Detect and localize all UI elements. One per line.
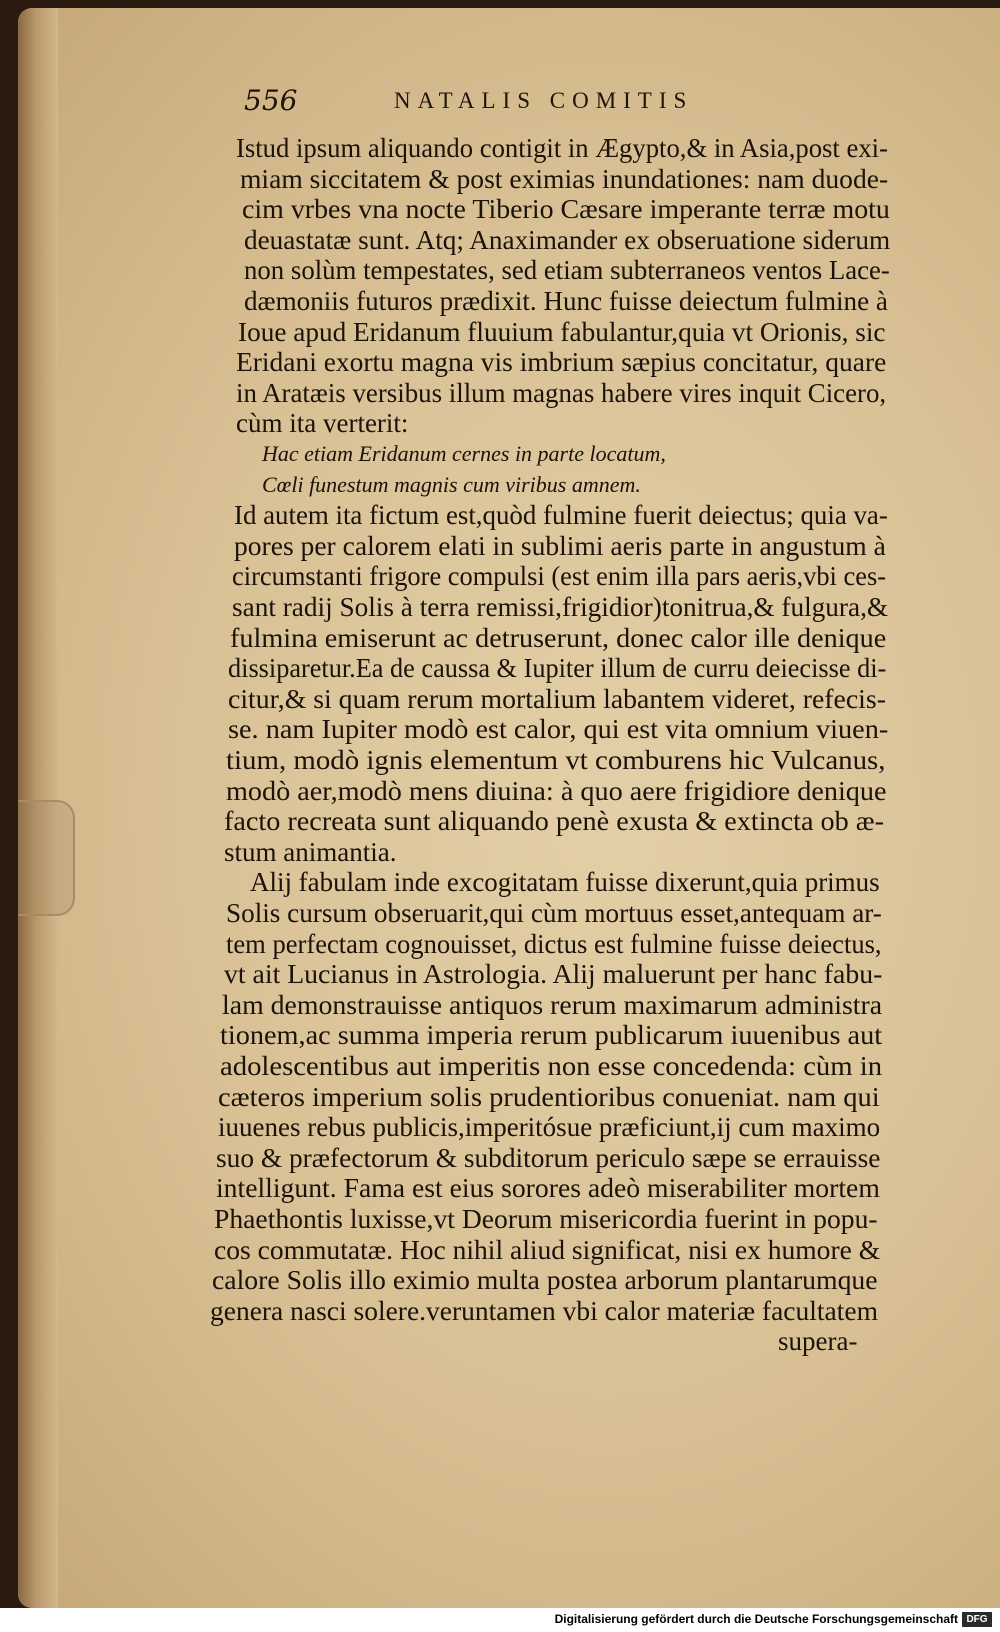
text-line: fulmina emiserunt ac detruserunt, donec calor ille denique (230, 623, 887, 653)
text-line: cos commutatæ. Hoc nihil aliud significat, nisi ex humore & (214, 1235, 881, 1265)
text-line: vt ait Lucianus in Astrologia. Alij maluerunt per hanc fabu- (224, 959, 883, 989)
text-line: Ioue apud Eridanum fluuium fabulantur,quia vt Orionis, sic (238, 317, 886, 347)
text-line: Alij fabulam inde excogitatam fuisse dixerunt,quia primus (250, 867, 880, 897)
text-line: supera- (778, 1326, 858, 1356)
text-line: Solis cursum obseruarit,qui cùm mortuus esset,antequam ar- (226, 898, 882, 928)
text-line: cùm ita verterit: (236, 408, 409, 438)
text-line: iuuenes rebus publicis,imperitósue præficiunt,ij cum maximo (218, 1112, 881, 1142)
text-line: sant radij Solis à terra remissi,frigidior)tonitrua,& fulgura,& (232, 592, 889, 622)
footer-bar (0, 1608, 1000, 1632)
text-line: tium, modò ignis elementum vt comburens hic Vulcanus, (226, 745, 886, 775)
text-line: dissiparetur.Ea de caussa & Iupiter illum de curru deiecisse di- (228, 653, 887, 683)
text-line: cæteros imperium solis prudentioribus conueniat. nam qui (218, 1082, 880, 1112)
text-line: Istud ipsum aliquando contigit in Ægypto,& in Asia,post exi- (236, 133, 888, 163)
footer-credit: Digitalisierung gefördert durch die Deutsche Forschungsgemeinschaft (554, 1612, 958, 1626)
dfg-logo: DFG (962, 1612, 992, 1627)
folio-number: 556 (244, 84, 298, 117)
text-line: dæmoniis futuros prædixit. Hunc fuisse deiectum fulmine à (244, 286, 888, 316)
text-line: circumstanti frigore compulsi (est enim illa pars aeris,vbi ces- (232, 561, 887, 591)
text-line: modò aer,modò mens diuina: à quo aere frigidiore denique (226, 776, 887, 806)
text-line: lam demonstrauisse antiquos rerum maximarum administra (222, 990, 883, 1020)
text-line: pores per calorem elati in sublimi aeris parte in angustum à (234, 531, 886, 561)
text-line: tem perfectam cognouisset, dictus est fulmine fuisse deiectus, (226, 929, 882, 959)
text-line: tionem,ac summa imperia rerum publicarum iuuenibus aut (220, 1020, 883, 1050)
text-line: intelligunt. Fama est eius sorores adeò miserabiliter mortem (216, 1173, 880, 1203)
text-line: citur,& si quam rerum mortalium labantem videret, refecis- (228, 684, 886, 714)
text-line: calore Solis illo eximio multa postea arborum plantarumque (212, 1265, 878, 1295)
text-line: deuastatæ sunt. Atq; Anaximander ex obseruatione siderum (244, 225, 891, 255)
text-line: miam siccitatem & post eximias inundationes: nam duode- (240, 164, 889, 194)
text-line: Phaethontis luxisse,vt Deorum misericordia fuerint in popu- (214, 1204, 878, 1234)
verse-line: Hac etiam Eridanum cernes in parte locatum, (262, 441, 666, 466)
text-line: Id autem ita fictum est,quòd fulmine fuerit deiectus; quia va- (234, 500, 888, 530)
running-head: NATALIS COMITIS (394, 88, 694, 113)
text-line: suo & præfectorum & subditorum periculo sæpe se errauisse (216, 1143, 881, 1173)
text-line: se. nam Iupiter modò est calor, qui est vita omnium viuen- (228, 714, 889, 744)
text-line: cim vrbes vna nocte Tiberio Cæsare imperante terræ motu (242, 194, 890, 224)
verse-line: Cœli funestum magnis cum viribus amnem. (262, 472, 641, 497)
text-line: stum animantia. (224, 837, 397, 867)
text-line: genera nasci solere.veruntamen vbi calor materiæ facultatem (210, 1296, 878, 1326)
text-line: adolescentibus aut imperitis non esse concedenda: cùm in (220, 1051, 883, 1081)
text-line: non solùm tempestates, sed etiam subterraneos ventos Lace- (244, 255, 890, 285)
text-line: in Aratæis versibus illum magnas habere vires inquit Cicero, (236, 378, 887, 408)
text-line: facto recreata sunt aliquando penè exusta & extincta ob æ- (224, 806, 884, 836)
text-line: Eridani exortu magna vis imbrium sæpius concitatur, quare (236, 347, 887, 377)
